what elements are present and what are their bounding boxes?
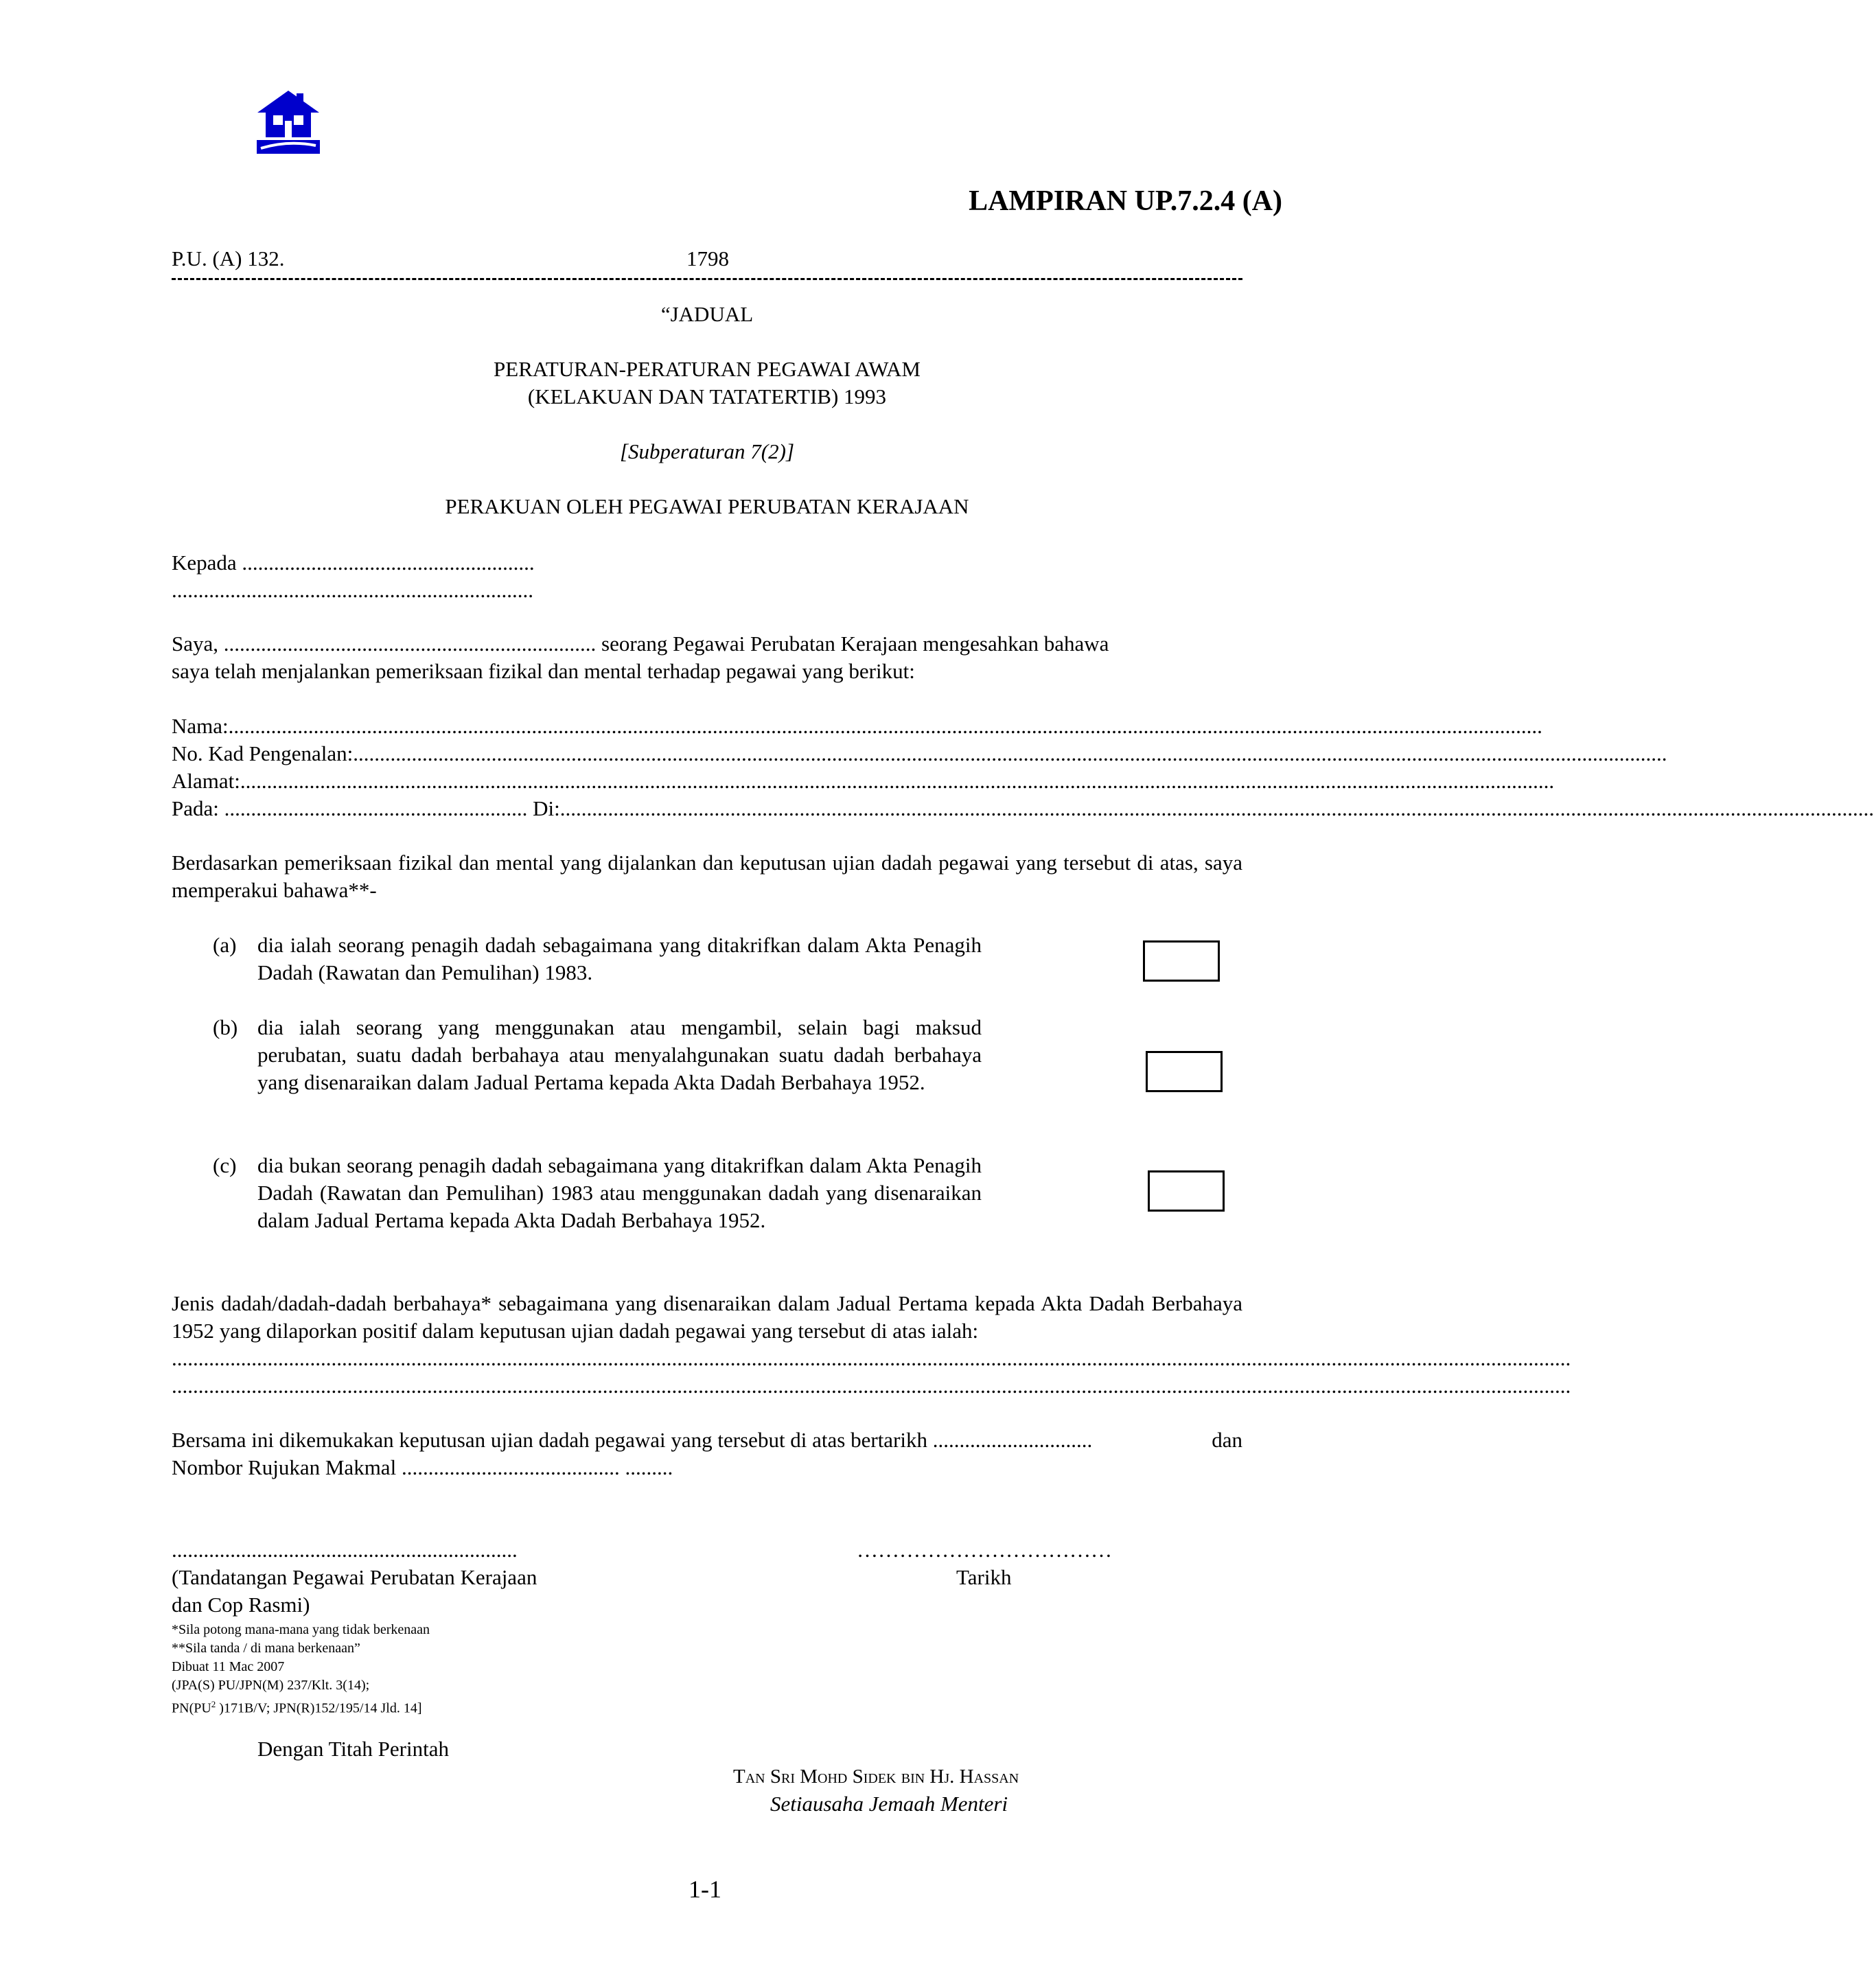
rujukan-dots: ......................................... .........	[401, 1455, 673, 1479]
option-b-checkbox[interactable]	[1146, 1051, 1223, 1092]
lampiran-title: LAMPIRAN UP.7.2.4 (A)	[969, 185, 1282, 217]
signature-label-line1: (Tandatangan Pegawai Perubatan Kerajaan	[172, 1565, 537, 1589]
option-c-checkbox[interactable]	[1148, 1170, 1225, 1212]
alamat-dots: .......................................................................................................................................................................................................................................................	[240, 769, 1555, 793]
option-b-label: (b)	[213, 1015, 238, 1039]
note-5: $PN(PU^2$ )171B/V; JPN(R)152/195/14 Jld. 14]	[172, 1699, 422, 1716]
option-c-text: dia bukan seorang penagih dadah sebagaimana yang ditakrifkan dalam Akta Penagih Dadah (Rawatan dan Pemulihan) 1983 atau menggunakan dadah yang disenaraikan dalam Jadual Pertama kepada Akta Dadah Berbahaya 1952.	[257, 1153, 982, 1232]
bersama-line2	[172, 1454, 673, 1481]
house-logo-icon	[254, 89, 323, 154]
option-a-checkbox[interactable]	[1143, 940, 1220, 982]
kepada-dots: .......................................................	[242, 551, 535, 575]
signatory-name: Tan Sri Mohd Sidek bin Hj. Hassan	[733, 1766, 1019, 1788]
option-c-label: (c)	[213, 1153, 237, 1177]
kad-field	[172, 740, 1667, 767]
jadual-heading: “JADUAL	[660, 302, 754, 326]
note-3: Dibuat 11 Mac 2007	[172, 1659, 285, 1674]
subperaturan-ref: [Subperaturan 7(2)]	[619, 439, 795, 463]
nama-label: Nama:	[172, 714, 229, 738]
bersama-date-dots: ..............................	[932, 1428, 1093, 1452]
pada-dots: .........................................................	[224, 796, 528, 820]
jenis-dots-line2: .......................................................................................................................................................................................................................................................................	[172, 1374, 1571, 1398]
note-2: **Sila tanda / di mana berkenaan”	[172, 1641, 360, 1656]
saya-label: Saya,	[172, 632, 219, 656]
di-label: Di:	[533, 796, 560, 820]
jenis-dots-line1: .......................................................................................................................................................................................................................................................................	[172, 1346, 1571, 1370]
pu-reference: P.U. (A) 132.	[172, 246, 285, 270]
jenis-paragraph: Jenis dadah/dadah-dadah berbahaya* sebagaimana yang disenaraikan dalam Jadual Pertama kepada Akta Dadah Berbahaya 1952 yang dilaporkan positif dalam keputusan ujian dadah pegawai yang tersebut di atas ialah:	[172, 1291, 1242, 1343]
titah-perintah: Dengan Titah Perintah	[257, 1737, 449, 1761]
bersama-dan: dan	[1212, 1428, 1242, 1452]
pada-label: Pada:	[172, 796, 219, 820]
nama-field	[172, 713, 1542, 740]
signatory-role: Setiausaha Jemaah Menteri	[770, 1792, 1008, 1816]
gazette-page-number: 1798	[686, 246, 729, 270]
kepada-label: Kepada	[172, 551, 237, 575]
assessment-paragraph: Berdasarkan pemeriksaan fizikal dan mental yang dijalankan dan keputusan ujian dadah pegawai yang tersebut di atas, saya memperakui bahawa**-	[172, 851, 1242, 902]
alamat-label: Alamat:	[172, 769, 240, 793]
di-dots: .......................................................................................................................................................................................................................................................	[559, 796, 1874, 820]
date-label: Tarikh	[956, 1565, 1012, 1589]
note-1: *Sila potong mana-mana yang tidak berkenaan	[172, 1622, 430, 1637]
date-dots: ………………………………	[857, 1538, 1112, 1562]
signature-label-line2: dan Cop Rasmi)	[172, 1593, 310, 1617]
regulation-title-line1: PERATURAN-PERATURAN PEGAWAI AWAM	[494, 357, 921, 381]
intro-line2: saya telah menjalankan pemeriksaan fizikal dan mental terhadap pegawai yang berikut:	[172, 659, 915, 683]
note-4: (JPA(S) PU/JPN(M) 237/Klt. 3(14);	[172, 1678, 370, 1693]
bersama-text: Bersama ini dikemukakan keputusan ujian dadah pegawai yang tersebut di atas bertarikh	[172, 1428, 927, 1452]
saya-line	[172, 630, 1109, 658]
saya-dots: ......................................................................	[223, 632, 597, 656]
alamat-field	[172, 767, 1555, 795]
nama-dots: .......................................................................................................................................................................................................................................................	[228, 714, 1542, 738]
regulation-title-line2: (KELAKUAN DAN TATATERTIB) 1993	[527, 384, 887, 408]
option-a-text: dia ialah seorang penagih dadah sebagaimana yang ditakrifkan dalam Akta Penagih Dadah (Rawatan dan Pemulihan) 1983.	[257, 933, 982, 984]
address-line-dots: ....................................................................	[172, 578, 533, 602]
signature-dots: .................................................................	[172, 1538, 518, 1562]
dashed-divider	[172, 278, 1242, 280]
form-title: PERAKUAN OLEH PEGAWAI PERUBATAN KERAJAAN	[445, 494, 969, 518]
saya-rest: seorang Pegawai Perubatan Kerajaan mengesahkan bahawa	[601, 632, 1109, 656]
bersama-line1	[172, 1426, 1242, 1454]
option-b-text: dia ialah seorang yang menggunakan atau mengambil, selain bagi maksud perubatan, suatu dadah berbahaya atau menyalahgunakan suatu dadah berbahaya yang disenaraikan dalam Jadual Pertama kepada Akta Dadah Berbahaya 1952.	[257, 1015, 982, 1094]
kad-dots: .......................................................................................................................................................................................................................................................	[353, 741, 1667, 765]
kepada-line	[172, 549, 535, 577]
rujukan-label: Nombor Rujukan Makmal	[172, 1455, 397, 1479]
footer-page-number: 1-1	[689, 1875, 721, 1903]
kad-label: No. Kad Pengenalan:	[172, 741, 354, 765]
option-a-label: (a)	[213, 933, 237, 957]
pada-field	[172, 795, 1874, 822]
